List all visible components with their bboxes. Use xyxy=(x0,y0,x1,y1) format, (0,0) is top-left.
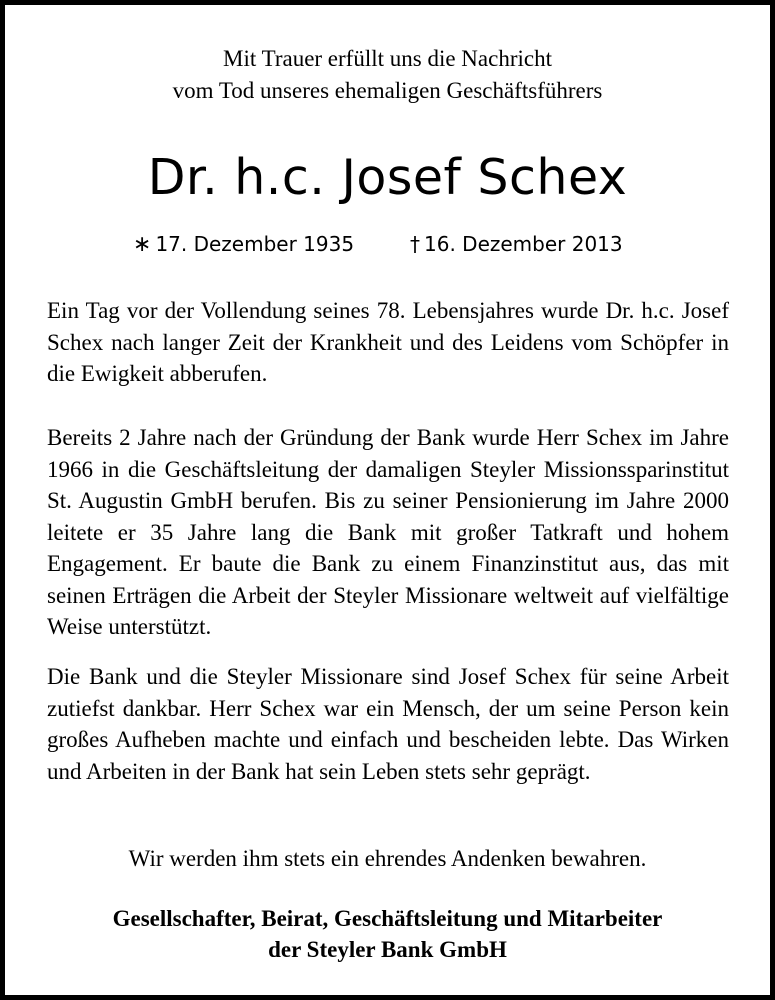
closing-sentence: Wir werden ihm stets ein ehrendes Andenken bewahren. xyxy=(128,846,647,871)
signature-line-1: Gesellschafter, Beirat, Geschäftsleitung und Mitarbeiter xyxy=(112,906,663,931)
death-cross-icon: † xyxy=(410,232,420,256)
signature-block xyxy=(5,903,770,965)
intro-line-2: vom Tod unseres ehemaligen Geschäftsführers xyxy=(172,78,603,103)
deceased-name: Dr. h.c. Josef Schex xyxy=(147,149,628,206)
intro-text xyxy=(5,43,770,107)
death-date-text: 16. Dezember 2013 xyxy=(424,232,623,256)
birth-star-icon: ∗ xyxy=(133,232,152,257)
paragraph-life: Ein Tag vor der Vollendung seines 78. Lebensjahres wurde Dr. h.c. Josef Schex nach langer Zeit der Krankheit und des Leidens vom Schöpfer in die Ewigkeit abberufen. xyxy=(47,298,729,386)
paragraph-gratitude: Die Bank und die Steyler Missionare sind Josef Schex für seine Arbeit zutiefst dankbar. Herr Schex war ein Mensch, der um seine Person kein großes Aufheben machte und einfach und bescheiden lebte. Das Wirken und Arbeiten in der Bank hat sein Leben stets sehr geprägt. xyxy=(47,664,729,784)
intro-line-1: Mit Trauer erfüllt uns die Nachricht xyxy=(223,46,552,71)
paragraph-career: Bereits 2 Jahre nach der Gründung der Bank wurde Herr Schex im Jahre 1966 in die Geschäftsleitung der damaligen Steyler Missionssparinstitut St. Augustin GmbH berufen. Bis zu seiner Pensionierung im Jahre 2000 leitete er 35 Jahre lang die Bank mit großer Tatkraft und hohem Engagement. Er baute die Bank zu einem Finanzinstitut aus, das mit seinen Erträgen die Arbeit der Steyler Missionare weltweit auf vielfältige Weise unterstützt. xyxy=(47,425,729,639)
death-date xyxy=(410,227,623,261)
signature-line-2: der Steyler Bank GmbH xyxy=(268,937,507,962)
life-dates xyxy=(5,227,770,261)
birth-date-text: 17. Dezember 1935 xyxy=(155,232,355,256)
birth-date xyxy=(133,227,354,262)
